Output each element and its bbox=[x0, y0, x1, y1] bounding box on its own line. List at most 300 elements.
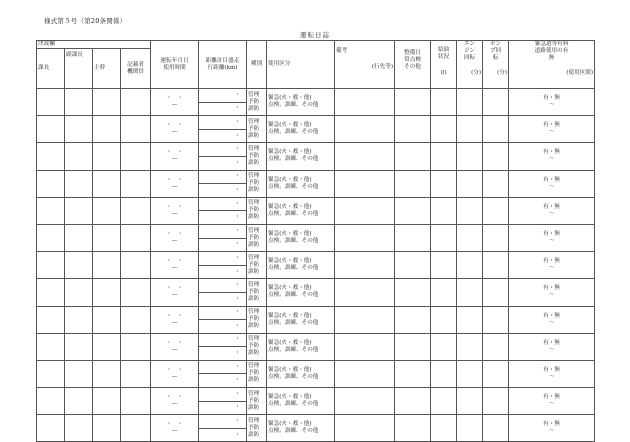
siren-cell[interactable] bbox=[509, 143, 595, 170]
refuel-cell[interactable] bbox=[431, 170, 457, 197]
pump-cell[interactable] bbox=[483, 224, 509, 251]
pump-cell[interactable] bbox=[483, 360, 509, 387]
siren-cell[interactable] bbox=[509, 252, 595, 279]
siren-range: ～ bbox=[548, 156, 555, 163]
category-options: 管理 予防 訓防 bbox=[248, 363, 260, 384]
category-header: 種別 bbox=[247, 41, 267, 89]
operation-datetime-cell[interactable] bbox=[151, 252, 199, 279]
time-mark: — bbox=[171, 156, 178, 163]
director-stamp-cell[interactable] bbox=[93, 388, 121, 415]
deputy-chief-stamp-cell[interactable] bbox=[65, 197, 93, 224]
usage-category-cell[interactable] bbox=[267, 388, 335, 415]
usage-category-cell[interactable] bbox=[267, 224, 335, 251]
chief-stamp-cell[interactable] bbox=[37, 197, 65, 224]
recorder-cell[interactable] bbox=[121, 415, 151, 442]
category-options: 管理 予防 訓防 bbox=[248, 227, 260, 248]
usage-category-cell[interactable] bbox=[267, 170, 335, 197]
director-stamp-cell[interactable] bbox=[93, 143, 121, 170]
usage-line-2: 点検、訓練、その他 bbox=[268, 319, 319, 326]
refuel-cell[interactable] bbox=[431, 197, 457, 224]
refuel-cell[interactable] bbox=[431, 89, 457, 116]
refuel-cell[interactable] bbox=[431, 306, 457, 333]
remarks-cell[interactable] bbox=[335, 279, 395, 306]
log-row bbox=[37, 360, 595, 374]
deputy-chief-stamp-cell[interactable] bbox=[65, 89, 93, 116]
chief-stamp-cell[interactable] bbox=[37, 89, 65, 116]
remarks-cell[interactable] bbox=[335, 197, 395, 224]
odo-mark: ・ bbox=[234, 322, 241, 329]
odo-mark: ・ bbox=[234, 91, 241, 98]
odometer-start-cell[interactable] bbox=[199, 306, 247, 320]
remarks-cell[interactable] bbox=[335, 116, 395, 143]
operation-datetime-cell[interactable] bbox=[151, 279, 199, 306]
siren-range: ～ bbox=[548, 129, 555, 136]
usage-line-2: 点検、訓練、その他 bbox=[268, 156, 319, 163]
usage-line-2: 点検、訓練、その他 bbox=[268, 102, 319, 109]
chief-stamp-cell[interactable] bbox=[37, 224, 65, 251]
pump-cell[interactable] bbox=[483, 333, 509, 360]
date-mark: ・ ・ bbox=[166, 176, 183, 183]
director-stamp-cell[interactable] bbox=[93, 252, 121, 279]
category-cell[interactable] bbox=[247, 197, 267, 224]
recorder-cell[interactable] bbox=[121, 388, 151, 415]
odometer-end-cell[interactable] bbox=[199, 265, 247, 279]
pump-cell[interactable] bbox=[483, 252, 509, 279]
remarks-cell[interactable] bbox=[335, 170, 395, 197]
engine-cell[interactable] bbox=[457, 279, 483, 306]
category-cell[interactable] bbox=[247, 360, 267, 387]
usage-category-cell[interactable] bbox=[267, 116, 335, 143]
pump-cell[interactable] bbox=[483, 388, 509, 415]
category-options: 管理 予防 訓防 bbox=[248, 145, 260, 166]
odometer-end-cell[interactable] bbox=[199, 401, 247, 415]
operation-datetime-cell[interactable] bbox=[151, 170, 199, 197]
category-options: 管理 予防 訓防 bbox=[248, 173, 260, 194]
remarks-header: 備考 (行先等) bbox=[335, 41, 395, 89]
category-cell[interactable] bbox=[247, 170, 267, 197]
deputy-chief-stamp-cell[interactable] bbox=[65, 224, 93, 251]
odo-mark: ・ bbox=[234, 282, 241, 289]
usage-category-cell[interactable] bbox=[267, 89, 335, 116]
deputy-chief-stamp-cell[interactable] bbox=[65, 360, 93, 387]
siren-cell[interactable] bbox=[509, 197, 595, 224]
log-row bbox=[37, 197, 595, 211]
deputy-chief-stamp-cell[interactable] bbox=[65, 333, 93, 360]
usage-line-1: 緊急(火・救・他) bbox=[268, 122, 312, 129]
chief-stamp-cell[interactable] bbox=[37, 279, 65, 306]
deputy-chief-stamp-cell[interactable] bbox=[65, 415, 93, 442]
usage-category-cell[interactable] bbox=[267, 306, 335, 333]
log-row bbox=[37, 170, 595, 184]
usage-category-cell[interactable] bbox=[267, 252, 335, 279]
refuel-cell[interactable] bbox=[431, 415, 457, 442]
date-mark: ・ ・ bbox=[166, 231, 183, 238]
log-row bbox=[37, 306, 595, 320]
log-row bbox=[37, 143, 595, 157]
usage-line-2: 点検、訓練、その他 bbox=[268, 292, 319, 299]
chief-stamp-cell[interactable] bbox=[37, 388, 65, 415]
usage-line-2: 点検、訓練、その他 bbox=[268, 129, 319, 136]
siren-range: ～ bbox=[548, 373, 555, 380]
director-stamp-cell[interactable] bbox=[93, 333, 121, 360]
siren-value: 有・無 bbox=[543, 421, 560, 428]
odo-mark: ・ bbox=[234, 173, 241, 180]
chief-stamp-cell[interactable] bbox=[37, 143, 65, 170]
time-mark: — bbox=[171, 346, 178, 353]
deputy-chief-stamp-cell[interactable] bbox=[65, 388, 93, 415]
odo-mark: ・ bbox=[234, 118, 241, 125]
date-mark: ・ ・ bbox=[166, 394, 183, 401]
siren-range: ～ bbox=[548, 428, 555, 435]
date-mark: ・ ・ bbox=[166, 122, 183, 129]
category-cell[interactable] bbox=[247, 224, 267, 251]
maintenance-cell[interactable] bbox=[395, 89, 431, 116]
odometer-start-cell[interactable] bbox=[199, 388, 247, 402]
recorder-cell[interactable] bbox=[121, 333, 151, 360]
siren-range: ～ bbox=[548, 292, 555, 299]
odo-mark: ・ bbox=[234, 105, 241, 112]
usage-category-header: 使用区分 bbox=[267, 41, 335, 89]
recorder-cell[interactable] bbox=[121, 360, 151, 387]
siren-cell[interactable] bbox=[509, 306, 595, 333]
remarks-cell[interactable] bbox=[335, 306, 395, 333]
odo-mark: ・ bbox=[234, 295, 241, 302]
operation-datetime-cell[interactable] bbox=[151, 388, 199, 415]
siren-value: 有・無 bbox=[543, 339, 560, 346]
pump-cell[interactable] bbox=[483, 116, 509, 143]
siren-value: 有・無 bbox=[543, 285, 560, 292]
log-row bbox=[37, 89, 595, 103]
recorder-cell[interactable] bbox=[121, 143, 151, 170]
maintenance-cell[interactable] bbox=[395, 415, 431, 442]
pump-cell[interactable] bbox=[483, 279, 509, 306]
remarks-cell[interactable] bbox=[335, 252, 395, 279]
engine-cell[interactable] bbox=[457, 333, 483, 360]
refuel-cell[interactable] bbox=[431, 143, 457, 170]
refuel-header: 給油 状況 (l) bbox=[431, 41, 457, 89]
maintenance-cell[interactable] bbox=[395, 116, 431, 143]
remarks-cell[interactable] bbox=[335, 333, 395, 360]
siren-range: ～ bbox=[548, 102, 555, 109]
operation-datetime-cell[interactable] bbox=[151, 360, 199, 387]
category-cell[interactable] bbox=[247, 306, 267, 333]
refuel-cell[interactable] bbox=[431, 388, 457, 415]
usage-line-1: 緊急(火・救・他) bbox=[268, 312, 312, 319]
siren-range: ～ bbox=[548, 319, 555, 326]
category-options: 管理 予防 訓防 bbox=[248, 254, 260, 275]
refuel-cell[interactable] bbox=[431, 279, 457, 306]
remarks-cell[interactable] bbox=[335, 143, 395, 170]
recorder-cell[interactable] bbox=[121, 116, 151, 143]
date-mark: ・ ・ bbox=[166, 339, 183, 346]
odometer-end-cell[interactable] bbox=[199, 292, 247, 306]
category-options: 管理 予防 訓防 bbox=[248, 118, 260, 139]
siren-cell[interactable] bbox=[509, 89, 595, 116]
odometer-end-cell[interactable] bbox=[199, 129, 247, 143]
pump-cell[interactable] bbox=[483, 415, 509, 442]
time-mark: — bbox=[171, 129, 178, 136]
odometer-end-cell[interactable] bbox=[199, 374, 247, 388]
recorder-cell[interactable] bbox=[121, 197, 151, 224]
deputy-chief-stamp-cell[interactable] bbox=[65, 252, 93, 279]
siren-value: 有・無 bbox=[543, 231, 560, 238]
engine-cell[interactable] bbox=[457, 170, 483, 197]
category-cell[interactable] bbox=[247, 143, 267, 170]
odometer-start-cell[interactable] bbox=[199, 116, 247, 130]
time-mark: — bbox=[171, 428, 178, 435]
time-mark: — bbox=[171, 292, 178, 299]
pump-cell[interactable] bbox=[483, 197, 509, 224]
siren-cell[interactable] bbox=[509, 116, 595, 143]
siren-cell[interactable] bbox=[509, 224, 595, 251]
header-row-1 bbox=[37, 41, 595, 49]
chief-stamp-cell[interactable] bbox=[37, 252, 65, 279]
odometer-start-cell[interactable] bbox=[199, 89, 247, 103]
odometer-start-cell[interactable] bbox=[199, 197, 247, 211]
usage-line-1: 緊急(火・救・他) bbox=[268, 421, 312, 428]
date-mark: ・ ・ bbox=[166, 258, 183, 265]
chief-stamp-cell[interactable] bbox=[37, 170, 65, 197]
log-row bbox=[37, 116, 595, 130]
recorder-cell[interactable] bbox=[121, 306, 151, 333]
siren-value: 有・無 bbox=[543, 176, 560, 183]
time-mark: — bbox=[171, 265, 178, 272]
time-mark: — bbox=[171, 373, 178, 380]
odo-mark: ・ bbox=[234, 268, 241, 275]
engine-cell[interactable] bbox=[457, 306, 483, 333]
category-cell[interactable] bbox=[247, 388, 267, 415]
odometer-end-cell[interactable] bbox=[199, 320, 247, 334]
usage-line-1: 緊急(火・救・他) bbox=[268, 176, 312, 183]
pump-cell[interactable] bbox=[483, 170, 509, 197]
pump-cell[interactable] bbox=[483, 143, 509, 170]
usage-category-cell[interactable] bbox=[267, 415, 335, 442]
director-stamp-cell[interactable] bbox=[93, 306, 121, 333]
director-stamp-cell[interactable] bbox=[93, 170, 121, 197]
approval-group-header: 決裁欄 bbox=[37, 41, 151, 49]
refuel-cell[interactable] bbox=[431, 252, 457, 279]
pump-cell[interactable] bbox=[483, 306, 509, 333]
odo-mark: ・ bbox=[234, 254, 241, 261]
category-options: 管理 予防 訓防 bbox=[248, 336, 260, 357]
log-row bbox=[37, 279, 595, 293]
maintenance-cell[interactable] bbox=[395, 170, 431, 197]
log-row bbox=[37, 415, 595, 429]
operation-datetime-cell[interactable] bbox=[151, 306, 199, 333]
recorder-cell[interactable] bbox=[121, 252, 151, 279]
odo-mark: ・ bbox=[234, 159, 241, 166]
category-options: 管理 予防 訓防 bbox=[248, 309, 260, 330]
usage-category-cell[interactable] bbox=[267, 279, 335, 306]
siren-header: 緊急道等有料 道路使用の有 無 (使用区間) bbox=[509, 41, 595, 89]
time-mark: — bbox=[171, 102, 178, 109]
siren-cell[interactable] bbox=[509, 388, 595, 415]
usage-line-2: 点検、訓練、その他 bbox=[268, 265, 319, 272]
engine-cell[interactable] bbox=[457, 388, 483, 415]
siren-value: 有・無 bbox=[543, 149, 560, 156]
recorder-cell[interactable] bbox=[121, 224, 151, 251]
siren-value: 有・無 bbox=[543, 122, 560, 129]
odometer-end-cell[interactable] bbox=[199, 184, 247, 198]
operation-datetime-cell[interactable] bbox=[151, 224, 199, 251]
usage-line-2: 点検、訓練、その他 bbox=[268, 183, 319, 190]
maintenance-cell[interactable] bbox=[395, 333, 431, 360]
usage-category-cell[interactable] bbox=[267, 360, 335, 387]
usage-category-cell[interactable] bbox=[267, 197, 335, 224]
operation-datetime-cell[interactable] bbox=[151, 143, 199, 170]
chief-stamp-cell[interactable] bbox=[37, 306, 65, 333]
director-stamp-cell[interactable] bbox=[93, 224, 121, 251]
deputy-chief-stamp-cell[interactable] bbox=[65, 279, 93, 306]
odometer-start-cell[interactable] bbox=[199, 170, 247, 184]
operation-datetime-cell[interactable] bbox=[151, 116, 199, 143]
odo-mark: ・ bbox=[234, 336, 241, 343]
date-mark: ・ ・ bbox=[166, 203, 183, 210]
engine-cell[interactable] bbox=[457, 89, 483, 116]
odometer-end-cell[interactable] bbox=[199, 156, 247, 170]
maintenance-cell[interactable] bbox=[395, 360, 431, 387]
deputy-chief-stamp-cell[interactable] bbox=[65, 306, 93, 333]
deputy-chief-stamp-cell[interactable] bbox=[65, 116, 93, 143]
form-number: 様式第５号（第20条関係） bbox=[44, 17, 127, 25]
category-cell[interactable] bbox=[247, 252, 267, 279]
odometer-start-cell[interactable] bbox=[199, 333, 247, 347]
category-cell[interactable] bbox=[247, 116, 267, 143]
usage-category-cell[interactable] bbox=[267, 143, 335, 170]
recorder-cell[interactable] bbox=[121, 89, 151, 116]
engine-cell[interactable] bbox=[457, 224, 483, 251]
maintenance-cell[interactable] bbox=[395, 279, 431, 306]
odometer-start-cell[interactable] bbox=[199, 279, 247, 293]
usage-line-1: 緊急(火・救・他) bbox=[268, 339, 312, 346]
director-stamp-cell[interactable] bbox=[93, 197, 121, 224]
maintenance-cell[interactable] bbox=[395, 252, 431, 279]
odo-mark: ・ bbox=[234, 214, 241, 221]
odometer-end-cell[interactable] bbox=[199, 102, 247, 116]
category-cell[interactable] bbox=[247, 279, 267, 306]
odo-mark: ・ bbox=[234, 350, 241, 357]
operation-datetime-header: 運転年月日 使用時間 bbox=[151, 41, 199, 89]
maintenance-cell[interactable] bbox=[395, 143, 431, 170]
deputy-chief-stamp-cell[interactable] bbox=[65, 170, 93, 197]
date-mark: ・ ・ bbox=[166, 95, 183, 102]
usage-line-2: 点検、訓練、その他 bbox=[268, 428, 319, 435]
usage-line-2: 点検、訓練、その他 bbox=[268, 210, 319, 217]
siren-range: ～ bbox=[548, 183, 555, 190]
odometer-end-cell[interactable] bbox=[199, 238, 247, 252]
refuel-cell[interactable] bbox=[431, 360, 457, 387]
director-stamp-cell[interactable] bbox=[93, 116, 121, 143]
category-options: 管理 予防 訓防 bbox=[248, 390, 260, 411]
operation-log-table bbox=[36, 40, 595, 442]
chief-stamp-cell[interactable] bbox=[37, 333, 65, 360]
engine-cell[interactable] bbox=[457, 197, 483, 224]
maintenance-cell[interactable] bbox=[395, 388, 431, 415]
usage-line-2: 点検、訓練、その他 bbox=[268, 401, 319, 408]
odometer-end-cell[interactable] bbox=[199, 347, 247, 361]
refuel-cell[interactable] bbox=[431, 116, 457, 143]
engine-cell[interactable] bbox=[457, 143, 483, 170]
usage-line-2: 点検、訓練、その他 bbox=[268, 238, 319, 245]
siren-cell[interactable] bbox=[509, 360, 595, 387]
chief-header: 課長 bbox=[37, 49, 65, 89]
usage-line-1: 緊急(火・救・他) bbox=[268, 95, 312, 102]
operation-datetime-cell[interactable] bbox=[151, 197, 199, 224]
refuel-cell[interactable] bbox=[431, 333, 457, 360]
category-options: 管理 予防 訓防 bbox=[248, 200, 260, 221]
odo-mark: ・ bbox=[234, 146, 241, 153]
date-mark: ・ ・ bbox=[166, 366, 183, 373]
time-mark: — bbox=[171, 401, 178, 408]
recorder-header: 記載者 機関員 bbox=[121, 49, 151, 89]
director-stamp-cell[interactable] bbox=[93, 89, 121, 116]
siren-cell[interactable] bbox=[509, 333, 595, 360]
usage-line-1: 緊急(火・救・他) bbox=[268, 258, 312, 265]
odometer-start-cell[interactable] bbox=[199, 415, 247, 429]
recorder-cell[interactable] bbox=[121, 279, 151, 306]
director-stamp-cell[interactable] bbox=[93, 279, 121, 306]
siren-range: ～ bbox=[548, 238, 555, 245]
category-cell[interactable] bbox=[247, 415, 267, 442]
remarks-cell[interactable] bbox=[335, 360, 395, 387]
operation-datetime-cell[interactable] bbox=[151, 89, 199, 116]
usage-line-1: 緊急(火・救・他) bbox=[268, 366, 312, 373]
category-cell[interactable] bbox=[247, 89, 267, 116]
director-stamp-cell[interactable] bbox=[93, 360, 121, 387]
deputy-chief-stamp-cell[interactable] bbox=[65, 143, 93, 170]
chief-stamp-cell[interactable] bbox=[37, 360, 65, 387]
maintenance-cell[interactable] bbox=[395, 306, 431, 333]
director-stamp-cell[interactable] bbox=[93, 415, 121, 442]
odo-mark: ・ bbox=[234, 186, 241, 193]
odometer-start-cell[interactable] bbox=[199, 252, 247, 266]
odometer-start-cell[interactable] bbox=[199, 143, 247, 157]
usage-category-cell[interactable] bbox=[267, 333, 335, 360]
remarks-cell[interactable] bbox=[335, 224, 395, 251]
siren-cell[interactable] bbox=[509, 170, 595, 197]
chief-stamp-cell[interactable] bbox=[37, 415, 65, 442]
siren-value: 有・無 bbox=[543, 312, 560, 319]
refuel-cell[interactable] bbox=[431, 224, 457, 251]
odometer-start-cell[interactable] bbox=[199, 360, 247, 374]
engine-cell[interactable] bbox=[457, 415, 483, 442]
chief-stamp-cell[interactable] bbox=[37, 116, 65, 143]
siren-range: ～ bbox=[548, 346, 555, 353]
operation-datetime-cell[interactable] bbox=[151, 415, 199, 442]
engine-header: エン ジン 回転 (分) bbox=[457, 41, 483, 89]
time-mark: — bbox=[171, 183, 178, 190]
odometer-start-cell[interactable] bbox=[199, 224, 247, 238]
form-title: 運転日誌 bbox=[300, 31, 330, 39]
log-row bbox=[37, 333, 595, 347]
pump-cell[interactable] bbox=[483, 89, 509, 116]
siren-cell[interactable] bbox=[509, 415, 595, 442]
siren-cell[interactable] bbox=[509, 279, 595, 306]
recorder-cell[interactable] bbox=[121, 170, 151, 197]
remarks-cell[interactable] bbox=[335, 388, 395, 415]
operation-datetime-cell[interactable] bbox=[151, 333, 199, 360]
category-cell[interactable] bbox=[247, 333, 267, 360]
engine-cell[interactable] bbox=[457, 252, 483, 279]
date-mark: ・ ・ bbox=[166, 421, 183, 428]
engine-cell[interactable] bbox=[457, 360, 483, 387]
maintenance-cell[interactable] bbox=[395, 197, 431, 224]
remarks-cell[interactable] bbox=[335, 89, 395, 116]
engine-cell[interactable] bbox=[457, 116, 483, 143]
odometer-end-cell[interactable] bbox=[199, 211, 247, 225]
remarks-cell[interactable] bbox=[335, 415, 395, 442]
maintenance-cell[interactable] bbox=[395, 224, 431, 251]
